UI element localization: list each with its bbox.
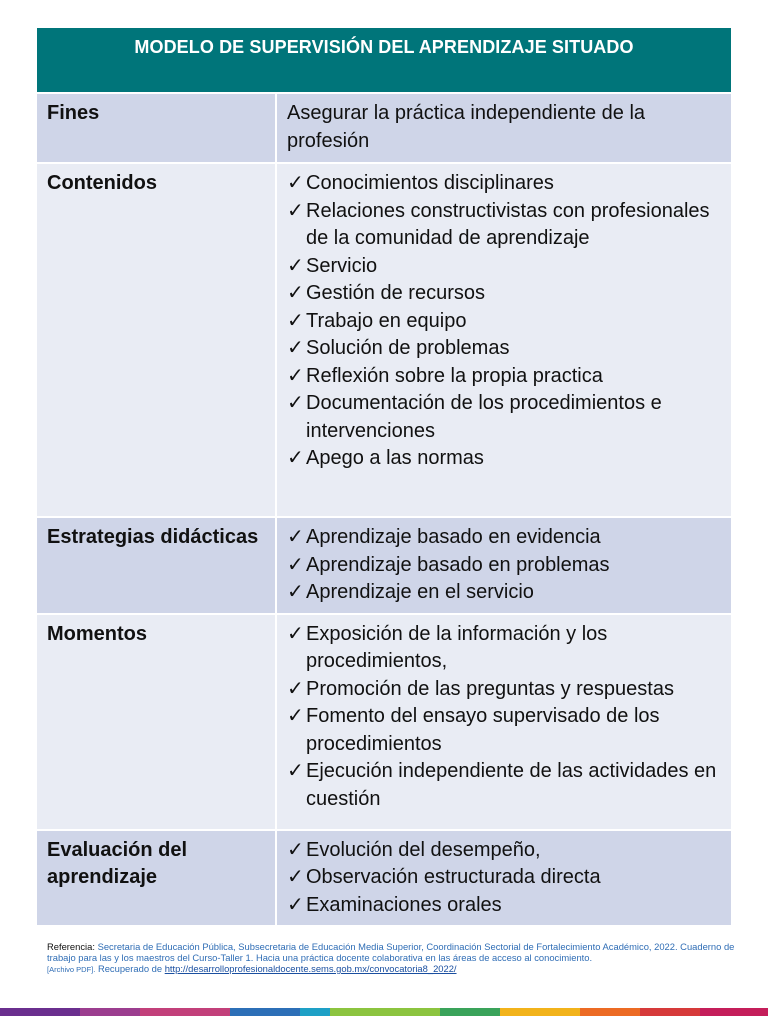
list-item [287, 253, 723, 281]
list-item-text: Observación estructurada directa [306, 866, 601, 888]
row-content [276, 614, 731, 830]
color-bar-segment [440, 1008, 500, 1016]
list-item [287, 758, 723, 813]
checkmark-icon: ✓ [287, 172, 304, 194]
list-item [287, 837, 723, 865]
color-bar-segment [700, 1008, 768, 1016]
list-item-text: Fomento del ensayo supervisado de los procedimientos [306, 705, 660, 755]
list-item-text: Aprendizaje basado en evidencia [306, 526, 601, 548]
checkmark-icon: ✓ [287, 282, 304, 304]
list-item-text: Relaciones constructivistas con profesionales de la comunidad de aprendizaje [306, 199, 710, 249]
list-item-text: Solución de problemas [306, 337, 510, 359]
list-item-text: Conocimientos disciplinares [306, 172, 554, 194]
reference-format: [Archivo PDF]. [47, 965, 96, 974]
table-body [37, 92, 731, 925]
row-content [276, 93, 731, 163]
row-content [276, 830, 731, 926]
list-item [287, 524, 723, 552]
color-bar-segment [580, 1008, 640, 1016]
row-label: Fines [37, 93, 276, 163]
list-item-text: Apego a las normas [306, 447, 484, 469]
supervision-model-table [37, 28, 731, 925]
checkmark-icon: ✓ [287, 622, 304, 645]
checkmark-icon: ✓ [287, 254, 304, 277]
checkmark-icon: ✓ [287, 337, 304, 359]
reference-label: Referencia: [47, 941, 95, 952]
list-item-text: Trabajo en equipo [306, 309, 467, 332]
table-row [37, 163, 731, 517]
list-item [287, 579, 723, 607]
color-bar-segment [0, 1008, 80, 1016]
list-item [287, 198, 723, 253]
checkmark-icon: ✓ [287, 760, 304, 782]
list-item [287, 445, 723, 473]
checkmark-icon: ✓ [287, 364, 304, 387]
table-title: MODELO DE SUPERVISIÓN DEL APRENDIZAJE SITUADO [37, 28, 731, 92]
checkmark-icon: ✓ [287, 705, 304, 727]
checkmark-icon: ✓ [287, 893, 304, 916]
list-item-text: Examinaciones orales [306, 893, 502, 916]
reference-text: Secretaria de Educación Pública, Subsecretaria de Educación Media Superior, Coordinación Sectorial de Fortalecimiento Académico, 2022. Cuaderno de trabajo para las y los maestros del Curso-Taller 1. Hacia una práctica docente colaborativa en las áreas de acceso al conocimiento. [47, 941, 735, 963]
checkmark-icon: ✓ [287, 677, 304, 700]
reference-retrieved: Recuperado de [97, 963, 163, 974]
list-item [287, 621, 723, 676]
list-item [287, 170, 723, 198]
row-label: Contenidos [37, 163, 276, 517]
list-item-text: Documentación de los procedimientos e intervenciones [306, 392, 662, 442]
checkmark-icon: ✓ [287, 526, 304, 548]
row-label: Momentos [37, 614, 276, 830]
list-item [287, 552, 723, 580]
list-item-text: Aprendizaje basado en problemas [306, 553, 610, 576]
checkmark-icon: ✓ [287, 199, 304, 222]
list-item [287, 280, 723, 308]
list-item [287, 703, 723, 758]
list-item [287, 892, 723, 920]
color-bar-segment [640, 1008, 700, 1016]
table-row [37, 93, 731, 163]
list-item-text: Ejecución independiente de las actividades en cuestión [306, 760, 717, 810]
color-bar-segment [500, 1008, 580, 1016]
color-bar-segment [330, 1008, 440, 1016]
color-bar-segment [80, 1008, 140, 1016]
list-item-text: Evolución del desempeño, [306, 838, 541, 861]
list-item-text: Gestión de recursos [306, 282, 485, 304]
row-label: Evaluación del aprendizaje [37, 830, 276, 926]
color-bar-segment [230, 1008, 300, 1016]
list-item [287, 390, 723, 445]
list-item-text: Aprendizaje en el servicio [306, 581, 534, 603]
row-text: Asegurar la práctica independiente de la profesión [287, 102, 646, 152]
checkmark-icon: ✓ [287, 838, 304, 861]
list-item-text: Promoción de las preguntas y respuestas [306, 677, 674, 700]
list-item [287, 864, 723, 892]
decorative-color-bar [0, 1008, 768, 1016]
list-item [287, 335, 723, 363]
list-item-text: Reflexión sobre la propia practica [306, 364, 603, 387]
checkmark-icon: ✓ [287, 392, 304, 414]
list-item [287, 363, 723, 391]
color-bar-segment [300, 1008, 330, 1016]
list-item [287, 308, 723, 336]
checkmark-icon: ✓ [287, 553, 304, 576]
table-row [37, 830, 731, 926]
color-bar-segment [140, 1008, 230, 1016]
row-content [276, 163, 731, 517]
checkmark-icon: ✓ [287, 447, 304, 469]
row-content [276, 517, 731, 614]
checkmark-icon: ✓ [287, 581, 304, 603]
table-row [37, 517, 731, 614]
checkmark-icon: ✓ [287, 309, 304, 332]
row-label: Estrategias didácticas [37, 517, 276, 614]
reference-note [47, 941, 737, 975]
list-item-text: Exposición de la información y los procedimientos, [306, 622, 608, 672]
checkmark-icon: ✓ [287, 866, 304, 888]
list-item-text: Servicio [306, 254, 378, 277]
list-item [287, 676, 723, 704]
table-row [37, 614, 731, 830]
reference-link[interactable]: http://desarrolloprofesionaldocente.sems.gob.mx/convocatoria8_2022/ [164, 963, 457, 974]
